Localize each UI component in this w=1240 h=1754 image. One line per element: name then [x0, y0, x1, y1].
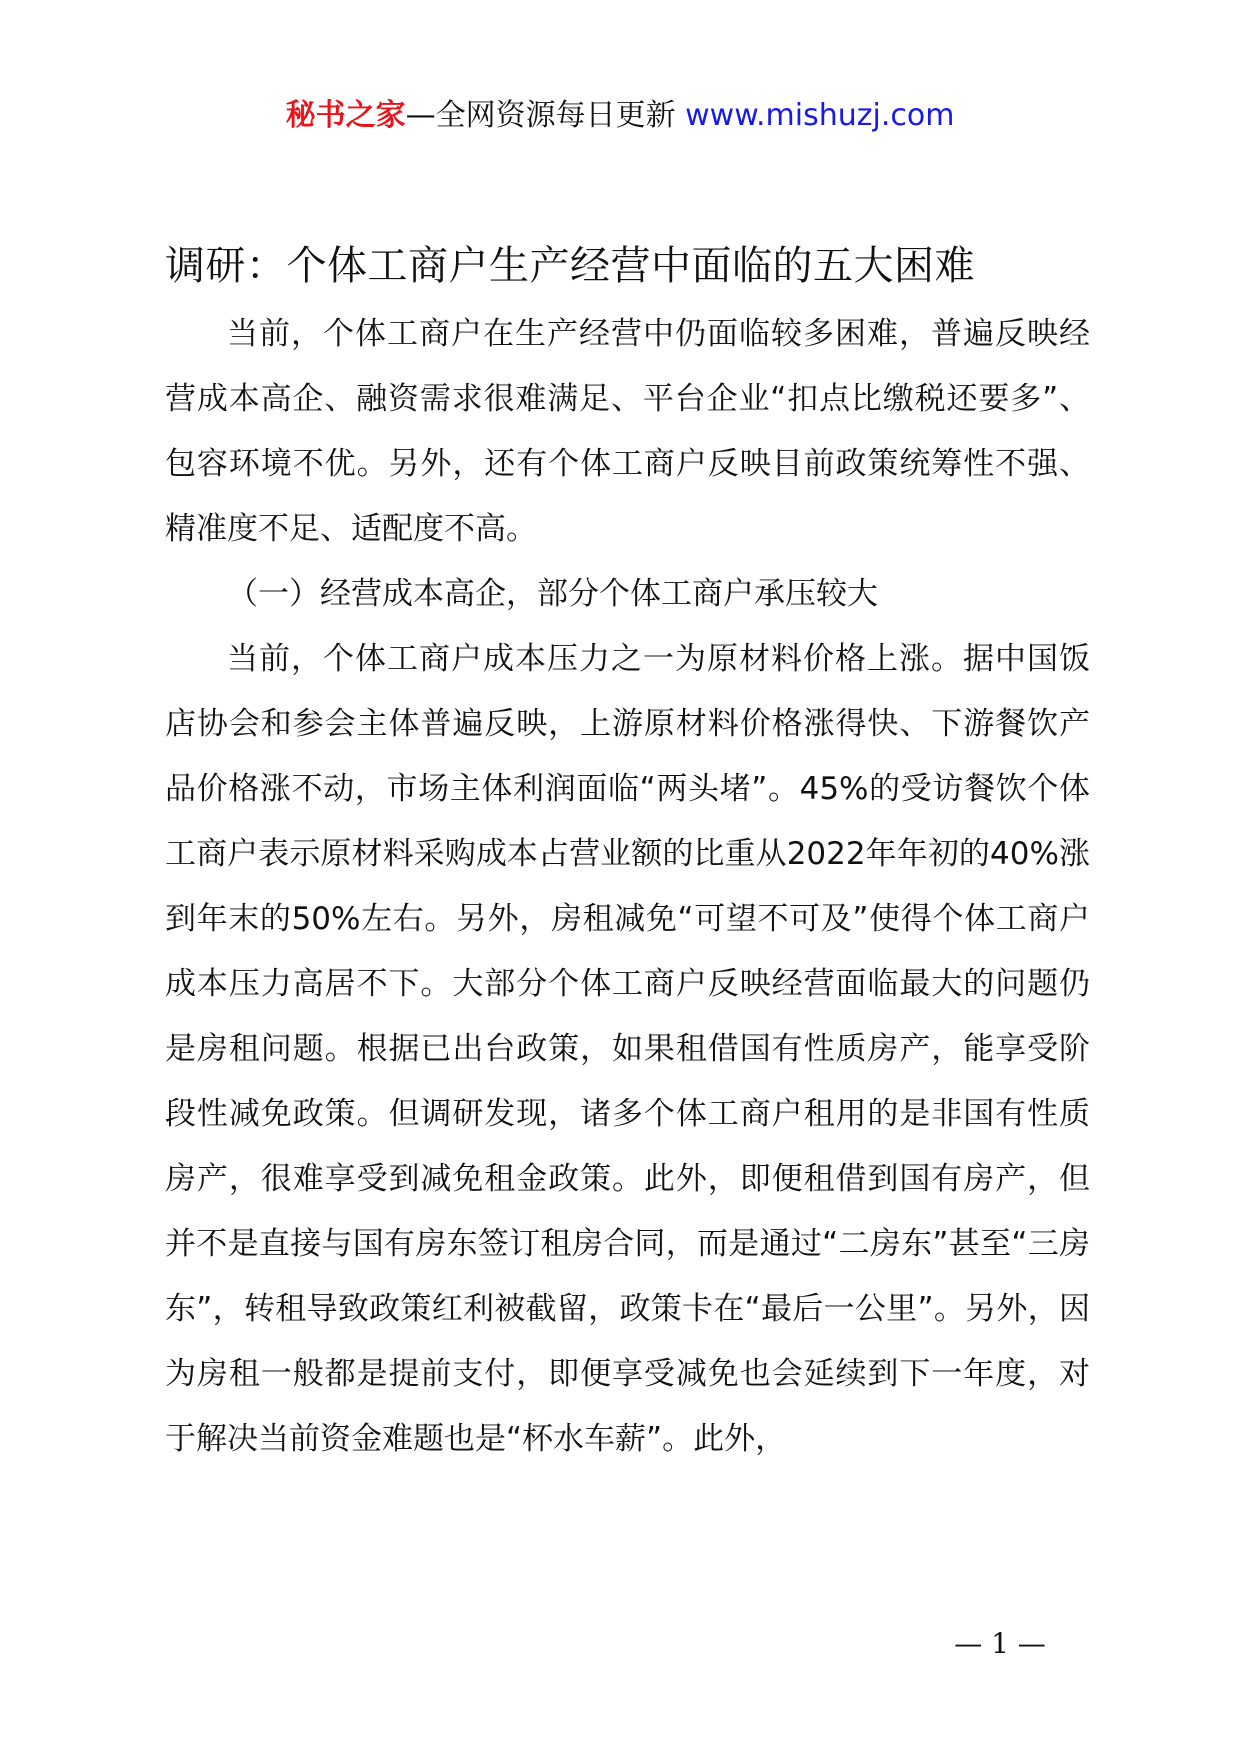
site-tagline: —全网资源每日更新: [405, 98, 686, 133]
site-banner: [0, 96, 1240, 136]
intro-paragraph: 当前，个体工商户在生产经营中仍面临较多困难，普遍反映经营成本高企、融资需求很难满足、平台企业“扣点比缴税还要多”、包容环境不优。另外，还有个体工商户反映目前政策统筹性不强、精准度不足、适配度不高。: [165, 316, 1090, 547]
site-url[interactable]: www.mishuzj.com: [685, 98, 955, 133]
page-number: — 1 —: [954, 1627, 1046, 1660]
section-paragraph-1: 当前，个体工商户成本压力之一为原材料价格上涨。据中国饭店协会和参会主体普遍反映，上游原材料价格涨得快、下游餐饮产品价格涨不动，市场主体利润面临“两头堵”。45%的受访餐饮个体工商户表示原材料采购成本占营业额的比重从2022年年初的40%涨到年末的50%左右。另外，房租减免“可望不可及”使得个体工商户成本压力高居不下。大部分个体工商户反映经营面临最大的问题仍是房租问题。根据已出台政策，如果租借国有性质房产，能享受阶段性减免政策。但调研发现，诸多个体工商户租用的是非国有性质房产，很难享受到减免租金政策。此外，即便租借到国有房产，但并不是直接与国有房东签订租房合同，而是通过“二房东”甚至“三房东”，转租导致政策红利被截留，政策卡在“最后一公里”。另外，因为房租一般都是提前支付，即便享受减免也会延续到下一年度，对于解决当前资金难题也是“杯水车薪”。此外，: [165, 641, 1090, 1457]
document-body: [165, 302, 1090, 1472]
brand-name: 秘书之家: [285, 98, 406, 133]
document-title: 调研：个体工商户生产经营中面临的五大困难: [165, 243, 975, 289]
section-heading-1: （一）经营成本高企，部分个体工商户承压较大: [227, 576, 878, 612]
